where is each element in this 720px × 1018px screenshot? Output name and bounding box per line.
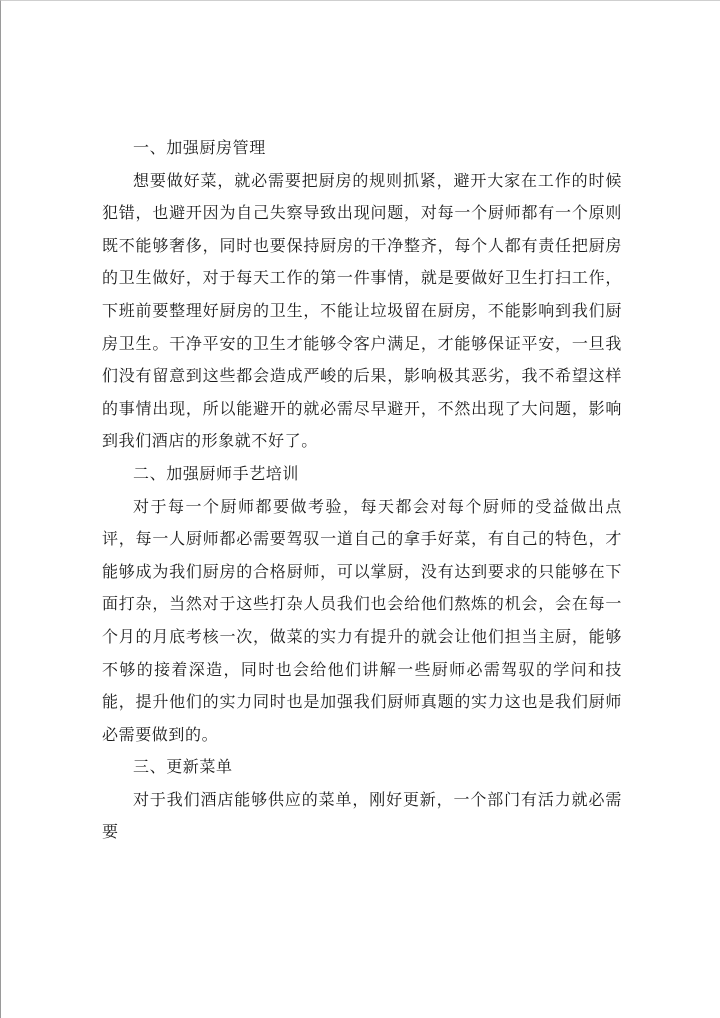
section-heading-update-menu: 三、更新菜单 xyxy=(133,757,233,777)
document-body xyxy=(102,132,622,849)
section-heading-chef-training: 二、加强厨师手艺培训 xyxy=(133,463,300,483)
section-paragraph-kitchen-management: 想要做好菜，就必需要把厨房的规则抓紧，避开大家在工作的时候犯错，也避开因为自己失察导致出现问题，对每一个厨师都有一个原则既不能够奢侈，同时也要保持厨房的干净整齐，每个人都有责任把厨房的卫生做好，对于每天工作的第一件事情，就是要做好卫生打扫工作，下班前要整理好厨房的卫生，不能让垃圾留在厨房，不能影响到我们厨房卫生。干净平安的卫生才能够令客户满足，才能够保证平安，一旦我们没有留意到这些都会造成严峻的后果，影响极其恶劣，我不希望这样的事情出现，所以能避开的就必需尽早避开，不然出现了大问题，影响到我们酒店的形象就不好了。 xyxy=(102,170,622,451)
section-paragraph-chef-training: 对于每一个厨师都要做考验，每天都会对每个厨师的受益做出点评，每一人厨师都必需要驾驭一道自己的拿手好菜，有自己的特色，才能够成为我们厨房的合格厨师，可以掌厨，没有达到要求的只能够在下面打杂，当然对于这些打杂人员我们也会给他们熬炼的机会，会在每一个月的月底考核一次，做菜的实力有提升的就会让他们担当主厨，能够不够的接着深造，同时也会给他们讲解一些厨师必需驾驭的学问和技能，提升他们的实力同时也是加强我们厨师真题的实力这也是我们厨师必需要做到的。 xyxy=(102,496,622,744)
section-paragraph-update-menu: 对于我们酒店能够供应的菜单，刚好更新，一个部门有活力就必需要 xyxy=(102,789,622,842)
section-heading-kitchen-management: 一、加强厨房管理 xyxy=(133,138,266,157)
